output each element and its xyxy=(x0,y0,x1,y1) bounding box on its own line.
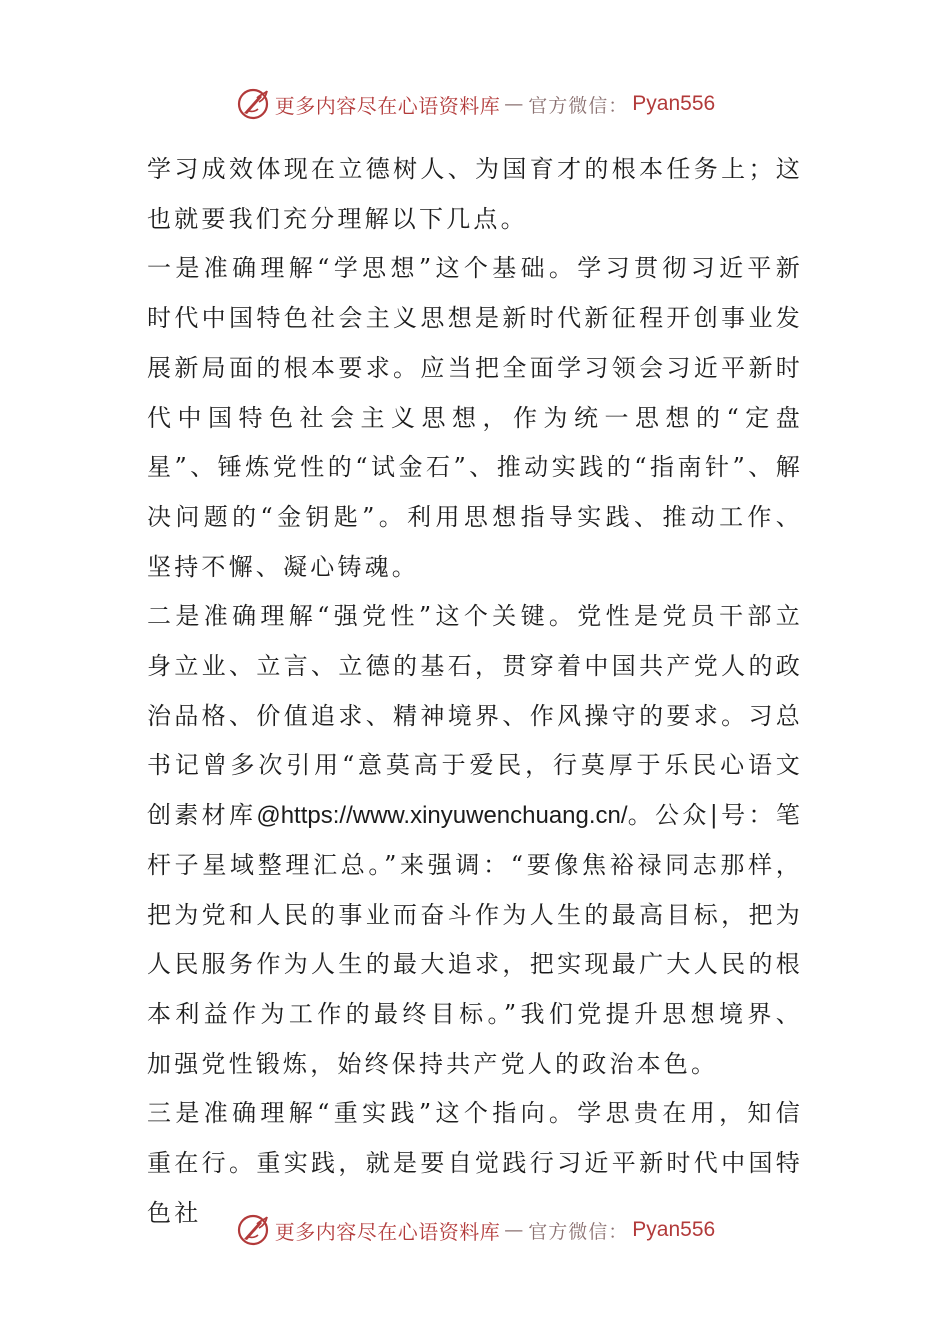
site-name: 更多内容尽在心语资料库 xyxy=(274,1219,501,1244)
banner-separator: — xyxy=(504,93,525,115)
paragraph-party-spirit-part2: 。公众|号：笔杆子星域整理汇总。”来强调：“要像焦裕禄同志那样，把为党和人民的事业而奋斗作为人生的最高目标，把为人民服务作为人生的最大追求，把实现最广大人民的根本利益作为工作的最终目标。”我们党提升思想境界、加强党性锻炼，始终保持共产党人的政治本色。 xyxy=(147,801,803,1078)
site-name: 更多内容尽在心语资料库 xyxy=(274,93,501,118)
wechat-label: 官方微信： xyxy=(528,94,629,117)
quill-logo-icon xyxy=(235,86,271,122)
paragraph-party-spirit-part1: 二是准确理解“强党性”这个关键。党性是党员干部立身立业、立言、立德的基石，贯穿着中国共产党人的政治品格、价值追求、精神境界、作风操守的要求。习总书记曾多次引用“意莫高于爱民，行莫厚于乐民心语文创素材库 xyxy=(147,602,803,830)
document-body xyxy=(147,145,803,1238)
paragraph-intro: 学习成效体现在立德树人、为国育才的根本任务上；这也就要我们充分理解以下几点。 xyxy=(147,155,803,233)
banner-separator: — xyxy=(504,1219,525,1241)
wechat-label: 官方微信： xyxy=(528,1220,629,1243)
paragraph-practice: 三是准确理解“重实践”这个指向。学思贵在用，知信重在行。重实践，就是要自觉践行习近平新时代中国特色社 xyxy=(147,1099,803,1227)
header-watermark xyxy=(0,84,950,124)
quill-logo-icon xyxy=(235,1212,271,1248)
wechat-id: Pyan556 xyxy=(632,92,716,115)
footer-watermark xyxy=(0,1210,950,1250)
paragraph-party-spirit xyxy=(147,592,803,1089)
paragraph-study-thought: 一是准确理解“学思想”这个基础。学习贯彻习近平新时代中国特色社会主义思想是新时代新征程开创事业发展新局面的根本要求。应当把全面学习领会习近平新时代中国特色社会主义思想，作为统一思想的“定盘星”、锤炼党性的“试金石”、推动实践的“指南针”、解决问题的“金钥匙”。利用思想指导实践、推动工作、坚持不懈、凝心铸魂。 xyxy=(147,254,803,581)
wechat-id: Pyan556 xyxy=(632,1218,716,1241)
source-url: @https://www.xinyuwenchuang.cn/ xyxy=(256,802,628,830)
